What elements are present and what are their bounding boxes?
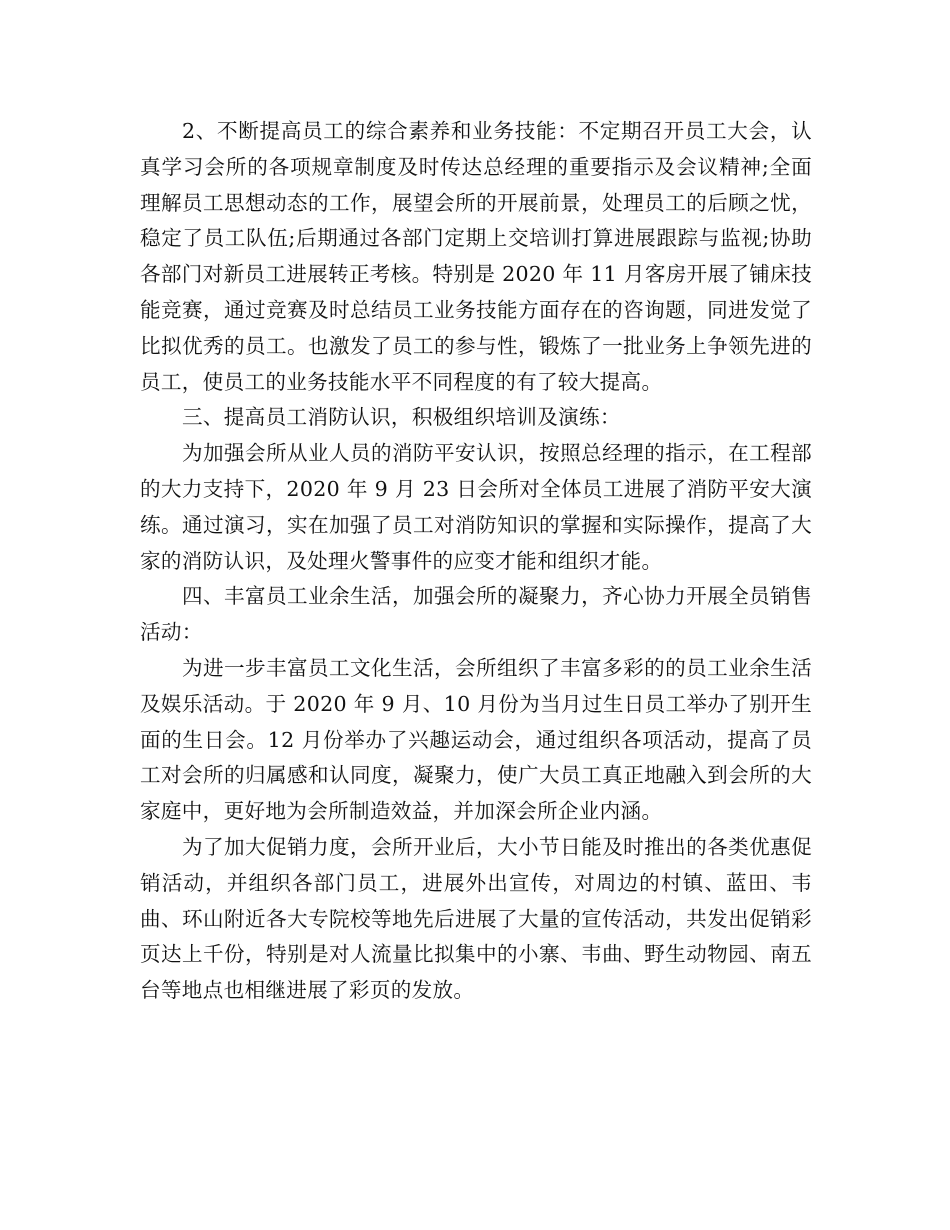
paragraph-cultural-activities: 为进一步丰富员工文化生活，会所组织了丰富多彩的的员工业余生活及娱乐活动。于 2020 年 9 月、10 月份为当月过生日员工举办了别开生面的生日会。12 月份举办了兴趣运动会，通过组织各项活动，提高了员工对会所的归属感和认同度，凝聚力，使广大员工真正地融入到会所的大家庭中，更好地为会所制造效益，并加深会所企业内涵。 — [140, 655, 812, 824]
section-heading-fire-safety: 三、提高员工消防认识，积极组织培训及演练： — [182, 405, 621, 430]
paragraph-fire-drill: 为加强会所从业人员的消防平安认识，按照总经理的指示，在工程部的大力支持下，2020 年 9 月 23 日会所对全体员工进展了消防平安大演练。通过演习，实在加强了员工对消防知识的掌握和实际操作，提高了大家的消防认识，及处理火警事件的应变才能和组织才能。 — [140, 441, 812, 573]
paragraph-staff-skills: 2、不断提高员工的综合素养和业务技能：不定期召开员工大会，认真学习会所的各项规章制度及时传达总经理的重要指示及会议精神;全面理解员工思想动态的工作，展望会所的开展前景，处理员工的后顾之忧，稳定了员工队伍;后期通过各部门定期上交培训打算进展跟踪与监视;协助各部门对新员工进展转正考核。特别是 2020 年 11 月客房开展了铺床技能竞赛，通过竞赛及时总结员工业务技能方面存在的咨询题，同进发觉了比拟优秀的员工。也激发了员工的参与性，锻炼了一批业务上争领先进的员工，使员工的业务技能水平不同程度的有了较大提高。 — [140, 119, 812, 394]
document-body — [140, 114, 812, 1009]
section-heading-staff-activities: 四、丰富员工业余生活，加强会所的凝聚力，齐心协力开展全员销售活动： — [140, 584, 812, 645]
paragraph-promotion: 为了加大促销力度，会所开业后，大小节日能及时推出的各类优惠促销活动，并组织各部门员工，进展外出宣传，对周边的村镇、蓝田、韦曲、环山附近各大专院校等地先后进展了大量的宣传活动，共发出促销彩页达上千份，特别是对人流量比拟集中的小寨、韦曲、野生动物园、南五台等地点也相继进展了彩页的发放。 — [140, 834, 812, 1003]
